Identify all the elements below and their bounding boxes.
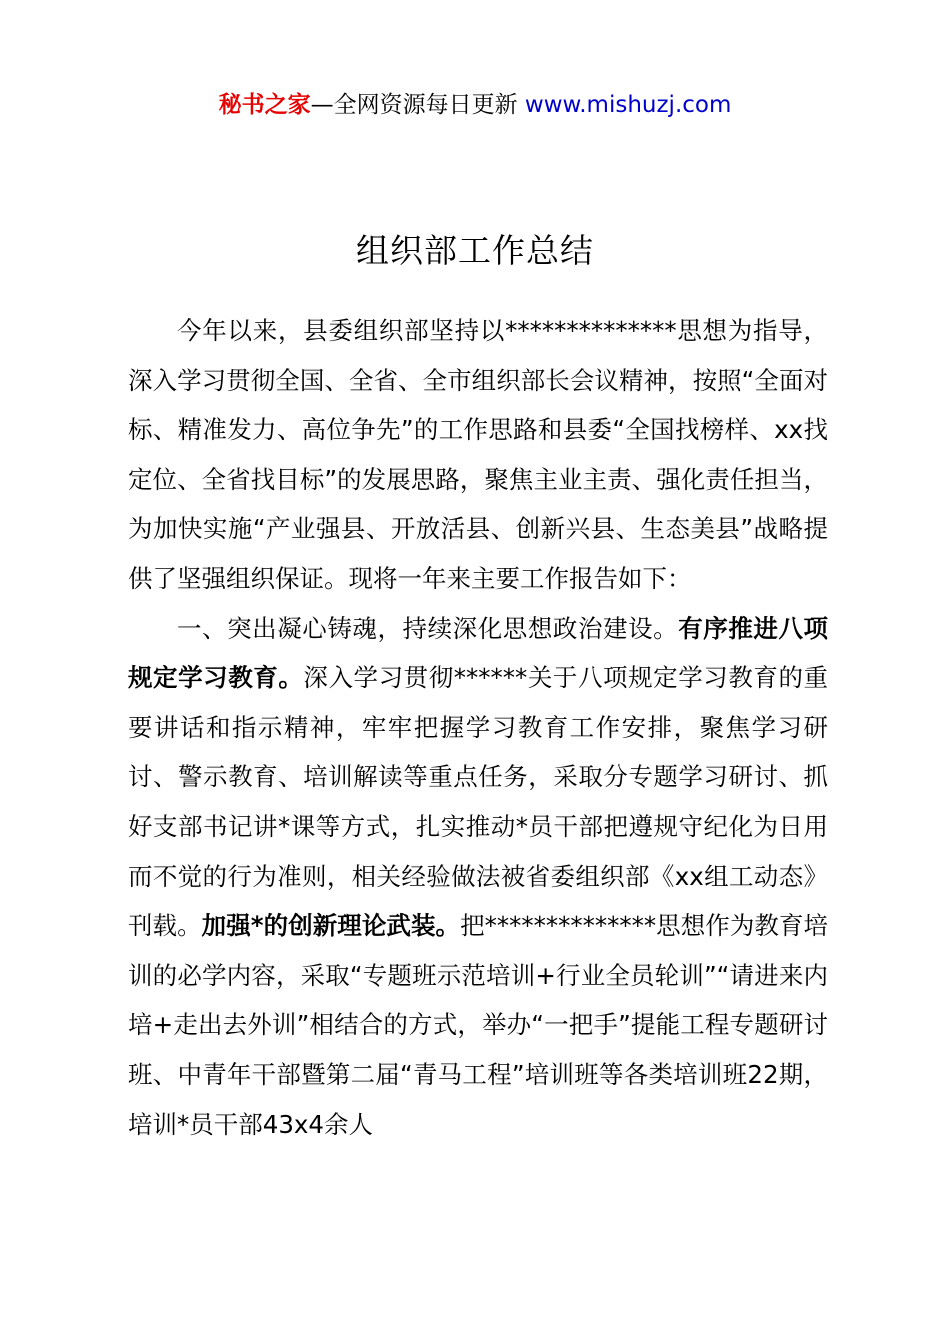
header-tagline: —全网资源每日更新 (310, 92, 525, 118)
section-1-bold-1: 有序推进八项规定学习教育。 (128, 613, 829, 693)
section-1-bold-2: 加强*的创新理论武装。 (201, 911, 461, 941)
site-link[interactable]: www.mishuzj.com (524, 92, 732, 118)
intro-paragraph: 今年以来，县委组织部坚持以**************思想为指导，深入学习贯彻全国、全省、全市组织部长会议精神，按照“全面对标、精准发力、高位争先”的工作思路和县委“全国找榜样、xx找定位、全省找目标”的发展思路，聚焦主业主责、强化责任担当，为加快实施“产业强县、开放活县、创新兴县、生态美县”战略提供了坚强组织保证。现将一年来主要工作报告如下： (128, 316, 828, 593)
brand-name: 秘书之家 (218, 92, 311, 118)
document-title: 组织部工作总结 (356, 231, 594, 270)
section-1-text-2: 把**************思想作为教育培训的必学内容，采取“专题班示范培训+行业全员轮训”“请进来内培+走出去外训”相结合的方式，举办“一把手”提能工程专题研讨班、中青年干部暨第二届“青马工程”培训班等各类培训班22期，培训*员干部43x4余人 (128, 911, 829, 1139)
section-1-text-1: 深入学习贯彻******关于八项规定学习教育的重要讲话和指示精神，牢牢把握学习教育工作安排，聚焦学习研讨、警示教育、培训解读等重点任务，采取分专题学习研讨、抓好支部书记讲*课等方式，扎实推动*员干部把遵规守纪化为日用而不觉的行为准则，相关经验做法被省委组织部《xx组工动态》刊载。 (128, 663, 828, 941)
site-header (0, 88, 950, 122)
document-body (128, 306, 828, 1149)
section-1-heading: 一、突出凝心铸魂，持续深化思想政治建设。 (177, 613, 679, 643)
section-1-paragraph (128, 604, 828, 1150)
